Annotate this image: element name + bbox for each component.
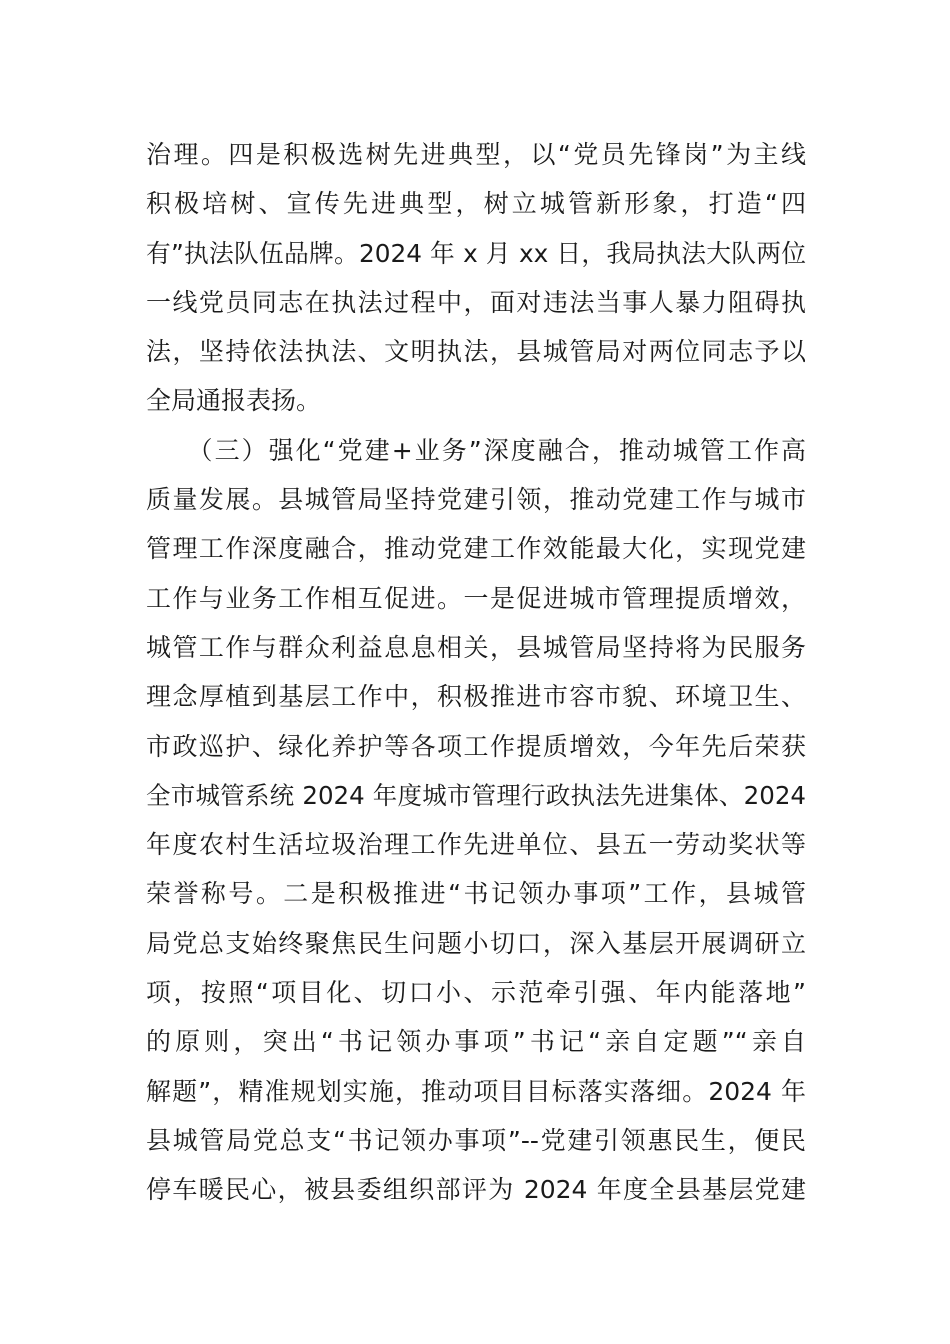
text-line-18: 项，按照“项目化、切口小、示范牵引强、年内能落地”: [146, 978, 806, 1008]
text-line-21: 县城管局党总支“书记领办事项”--党建引领惠民生，便民: [146, 1125, 806, 1155]
text-line-4: 一线党员同志在执法过程中，面对违法当事人暴力阻碍执: [146, 287, 806, 317]
text-line-22: 停车暖民心，被县委组织部评为 2024 年度全县基层党建: [146, 1175, 806, 1205]
text-line-2: 积极培树、宣传先进典型，树立城管新形象，打造“四: [146, 189, 806, 219]
text-line-10: 工作与业务工作相互促进。一是促进城市管理提质增效，: [146, 583, 806, 613]
body-text: [146, 130, 806, 1215]
text-line-17: 局党总支始终聚焦民生问题小切口，深入基层开展调研立: [146, 928, 806, 958]
text-line-8: 质量发展。县城管局坚持党建引领，推动党建工作与城市: [146, 485, 806, 515]
text-line-16: 荣誉称号。二是积极推进“书记领办事项”工作，县城管: [146, 879, 806, 909]
text-line-9: 管理工作深度融合，推动党建工作效能最大化，实现党建: [146, 534, 806, 564]
text-line-11: 城管工作与群众利益息息相关，县城管局坚持将为民服务: [146, 632, 806, 662]
text-line-14: 全市城管系统 2024 年度城市管理行政执法先进集体、2024: [146, 780, 806, 810]
text-line-1: 治理。四是积极选树先进典型，以“党员先锋岗”为主线: [146, 140, 806, 169]
text-line-20: 解题”，精准规划实施，推动项目目标落实落细。2024 年: [146, 1076, 806, 1106]
text-line-6: 全局通报表扬。: [146, 386, 322, 416]
text-line-3: 有”执法队伍品牌。2024 年 x 月 xx 日，我局执法大队两位: [146, 238, 806, 268]
text-line-19: 的原则，突出“书记领办事项”书记“亲自定题”“亲自: [146, 1027, 806, 1057]
text-line-7: （三）强化“党建+业务”深度融合，推动城管工作高: [146, 435, 806, 465]
text-line-5: 法，坚持依法执法、文明执法，县城管局对两位同志予以: [146, 337, 806, 367]
text-line-15: 年度农村生活垃圾治理工作先进单位、县五一劳动奖状等: [146, 830, 806, 860]
text-line-12: 理念厚植到基层工作中，积极推进市容市貌、环境卫生、: [146, 682, 806, 712]
text-line-13: 市政巡护、绿化养护等各项工作提质增效，今年先后荣获: [146, 731, 806, 761]
